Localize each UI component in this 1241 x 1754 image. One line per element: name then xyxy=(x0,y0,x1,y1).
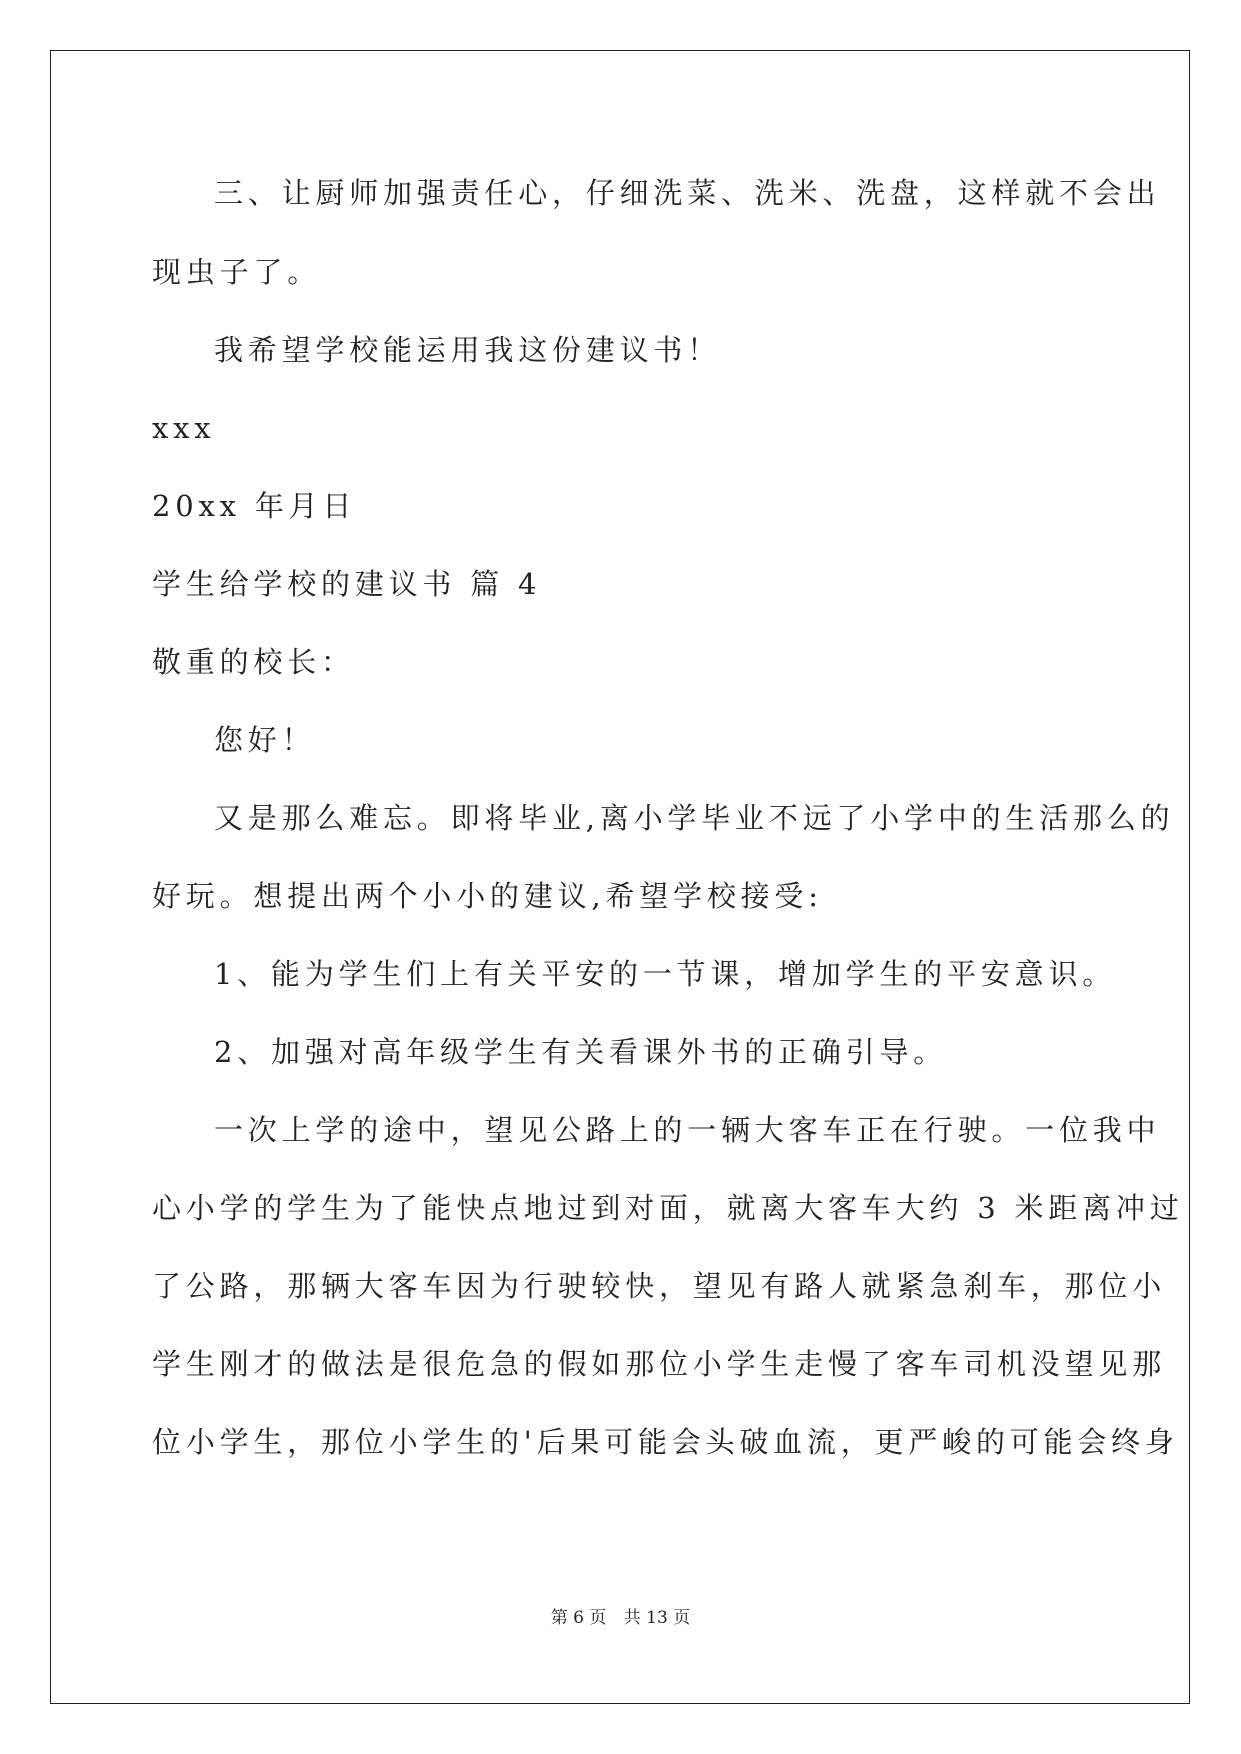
body-line: 我希望学校能运用我这份建议书！ xyxy=(214,333,722,367)
body-line: 心小学的学生为了能快点地过到对面，就离大客车大约 3 米距离冲过 xyxy=(152,1191,1184,1225)
body-line: 三、让厨师加强责任心，仔细洗菜、洗米、洗盘，这样就不会出 xyxy=(214,176,1161,210)
list-item: 2、加强对高年级学生有关看课外书的正确引导。 xyxy=(214,1035,948,1069)
body-line: 位小学生，那位小学生的'后果可能会头破血流，更严峻的可能会终身 xyxy=(152,1425,1179,1459)
body-line: 好玩。想提出两个小小的建议,希望学校接受: xyxy=(152,879,823,913)
body-line: 一次上学的途中，望见公路上的一辆大客车正在行驶。一位我中 xyxy=(214,1113,1161,1147)
salutation: 敬重的校长： xyxy=(152,645,355,679)
page-number: 第 6 页 xyxy=(550,1608,607,1628)
date-line: 20xx 年月日 xyxy=(152,489,357,523)
body-line: 了公路，那辆大客车因为行驶较快，望见有路人就紧急刹车，那位小 xyxy=(152,1269,1167,1303)
body-line: 现虫子了。 xyxy=(152,255,322,289)
greeting: 您好！ xyxy=(214,723,316,757)
section-heading: 学生给学校的建议书 篇 4 xyxy=(152,567,542,601)
list-item: 1、能为学生们上有关平安的一节课，增加学生的平安意识。 xyxy=(214,957,1117,991)
page-footer xyxy=(0,1603,1241,1628)
body-line: 又是那么难忘。即将毕业,离小学毕业不远了小学中的生活那么的 xyxy=(214,801,1175,835)
page-total: 共 13 页 xyxy=(623,1608,691,1628)
signature-name: xxx xyxy=(152,411,216,445)
body-line: 学生刚才的做法是很危急的假如那位小学生走慢了客车司机没望见那 xyxy=(152,1347,1167,1381)
